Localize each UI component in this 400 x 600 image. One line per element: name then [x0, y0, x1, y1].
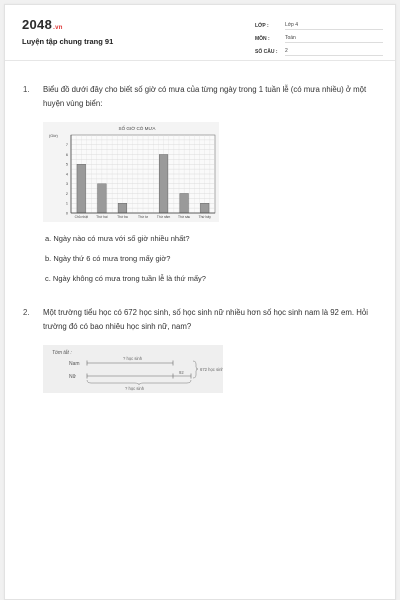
bar	[118, 203, 127, 213]
x-tick-label: Thứ năm	[156, 215, 171, 219]
bar-chart-svg	[43, 122, 219, 222]
sub-question-a: a. Ngày nào có mưa với số giờ nhiều nhất?	[45, 234, 190, 243]
nam-note: ? học sinh	[123, 356, 143, 361]
total-note: 672 học sinh	[200, 367, 223, 372]
meta-value: Lớp 4	[285, 22, 383, 30]
bar	[200, 203, 209, 213]
x-tick-label: Chủ nhật	[74, 215, 88, 219]
meta-row-subject	[255, 30, 383, 43]
y-tick-label: 6	[65, 152, 68, 157]
page-title: Luyện tập chung trang 91	[22, 37, 114, 46]
row-label-nu: Nữ	[69, 374, 76, 380]
y-tick-label: 2	[65, 191, 68, 196]
question-number: 1.	[23, 85, 30, 94]
x-tick-label: Thứ sáu	[177, 215, 191, 219]
row-label-nam: Nam	[69, 361, 80, 367]
summary-title: Tóm tắt :	[52, 350, 72, 356]
summary-diagram	[43, 345, 223, 393]
y-tick-label: 5	[65, 162, 68, 167]
nu-note: ? học sinh	[125, 386, 145, 391]
meta-row-count	[255, 43, 383, 56]
bar	[77, 164, 86, 213]
y-tick-label: 3	[65, 182, 68, 187]
x-tick-label: Thứ hai	[96, 215, 108, 219]
y-tick-label: 0	[65, 211, 68, 216]
bar	[159, 155, 168, 214]
meta-key: SỐ CÂU :	[255, 49, 278, 55]
meta-value: Toán	[285, 35, 383, 43]
worksheet-page	[4, 4, 396, 600]
rain-hours-chart	[43, 122, 219, 222]
question-1	[23, 83, 383, 110]
bar	[98, 184, 107, 213]
header-divider	[5, 60, 395, 61]
segment-diagram-svg	[43, 345, 223, 393]
sub-question-b: b. Ngày thứ 6 có mưa trong mấy giờ?	[45, 254, 171, 263]
meta-key: MÔN :	[255, 36, 270, 42]
question-text: Một trường tiểu học có 672 học sinh, số học sinh nữ nhiều hơn số học sinh nam là 92 em. Hỏi trường đó có bao nhiêu học sinh nữ, nam?	[43, 308, 368, 331]
question-2	[23, 306, 383, 333]
nu-brace	[87, 380, 191, 385]
x-tick-label: Thứ tư	[137, 215, 149, 219]
total-brace	[193, 361, 198, 378]
question-number: 2.	[23, 308, 30, 317]
meta-row-class	[255, 17, 383, 30]
worksheet-meta	[255, 17, 383, 56]
bar	[180, 194, 189, 214]
chart-title: SỐ GIỜ CÓ MƯA	[118, 126, 156, 131]
site-logo[interactable]: 2048.vn	[22, 17, 63, 32]
meta-value: 2	[285, 48, 383, 56]
x-tick-label: Thứ bảy	[198, 215, 211, 219]
y-tick-label: 7	[65, 143, 68, 148]
question-text: Biểu đồ dưới đây cho biết số giờ có mưa của từng ngày trong 1 tuần lễ (có mưa nhiều) ở một huyện vùng biển:	[43, 85, 367, 108]
y-tick-label: 1	[65, 201, 68, 206]
x-tick-label: Thứ ba	[117, 215, 128, 219]
meta-key: LỚP :	[255, 23, 269, 29]
y-axis-label: (Giờ)	[49, 134, 58, 138]
diff-note: 92	[179, 370, 184, 375]
y-tick-label: 4	[65, 172, 68, 177]
sub-question-c: c. Ngày không có mưa trong tuần lễ là thứ mấy?	[45, 274, 206, 283]
